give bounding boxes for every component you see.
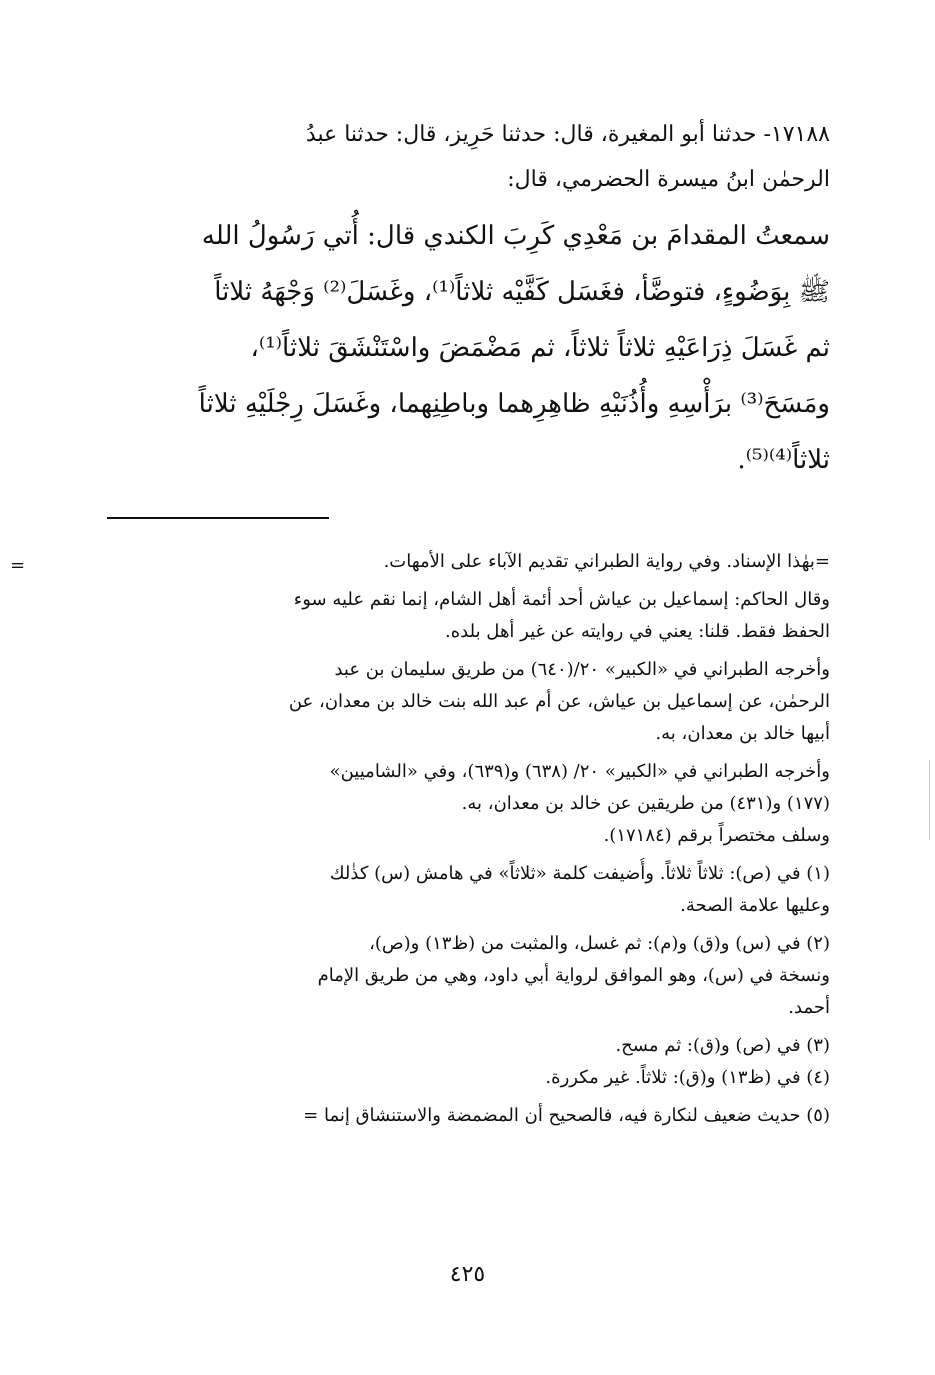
isnad-chain xyxy=(105,112,830,202)
margin-continuation-mark: = xyxy=(10,555,26,576)
footnote-line: =بهٰذا الإسناد. وفي رواية الطبراني تقديم الآباء على الأمهات. xyxy=(383,551,830,572)
footnote-line: أبيها خالد بن معدان، به. xyxy=(655,723,830,744)
footnote-line: وأخرجه الطبراني في «الكبير» ٢٠/ (٦٣٨) و(٦٣٩)، وفي «الشاميين» xyxy=(329,761,830,782)
hadith-text xyxy=(105,208,830,488)
footnote-line: (١٧٧) و(٤٣١) من طريقين عن خالد بن معدان، به. xyxy=(461,793,830,814)
footnote-line: وسلف مختصراً برقم (١٧١٨٤). xyxy=(603,825,830,846)
footnote-line: الرحمٰن، عن إسماعيل بن عياش، عن أم عبد الله بنت خالد بن معدان، عن xyxy=(288,691,830,712)
hadith-line-4: ومَسَحَ⁽³⁾ برَأْسِهِ وأُذُنَيْهِ ظاهِرِهما وباطِنِهما، وغَسَلَ رِجْلَيْهِ ثلاثاً xyxy=(198,389,830,419)
footnote-line: (٤) في (ظ١٣) و(ق): ثلاثاً. غير مكررة. xyxy=(545,1067,830,1088)
footnote-line: أحمد. xyxy=(788,997,830,1018)
footnote-line: (٣) في (ص) و(ق): ثم مسح. xyxy=(615,1035,830,1056)
footnote-line: (١) في (ص): ثلاثاً ثلاثاً. وأُضيفت كلمة «ثلاثاً» في هامش (س) كذٰلك xyxy=(329,863,830,884)
footnotes xyxy=(105,546,830,1132)
footnote-line: الحفظ فقط. قلنا: يعني في روايته عن غير أهل بلده. xyxy=(445,621,830,642)
isnad-line-1: ١٧١٨٨- حدثنا أبو المغيرة، قال: حدثنا حَرِيز، قال: حدثنا عبدُ xyxy=(305,122,830,147)
footnote-line: وأخرجه الطبراني في «الكبير» ٢٠/(٦٤٠) من طريق سليمان بن عبد xyxy=(334,659,830,680)
hadith-line-5: ثلاثاً⁽⁴⁾⁽⁵⁾. xyxy=(737,445,830,475)
hadith-line-1: سمعتُ المقدامَ بن مَعْدِي كَرِبَ الكندي قال: أُتي رَسُولُ الله xyxy=(201,221,830,251)
footnote-line: (٢) في (س) و(ق) و(م): ثم غسل، والمثبت من (ظ١٣) و(ص)، xyxy=(369,933,830,954)
footnote-line: وعليها علامة الصحة. xyxy=(680,895,830,916)
footnote-line: ونسخة في (س)، وهو الموافق لرواية أبي داود، وهي من طريق الإمام xyxy=(317,965,830,986)
footnote-separator xyxy=(107,517,329,519)
page-number: ٤٢٥ xyxy=(449,1262,486,1287)
hadith-line-2: ﷺ بِوَضُوءٍ، فتوضَّأ، فغَسَل كَفَّيْه ثلاثاً⁽¹⁾، وغَسَلَ⁽²⁾ وَجْهَهُ ثلاثاً xyxy=(214,277,830,307)
footnote-line: وقال الحاكم: إسماعيل بن عياش أحد أئمة أهل الشام، إنما نقم عليه سوء xyxy=(293,589,830,610)
isnad-line-2: الرحمٰن ابنُ ميسرة الحضرمي، قال: xyxy=(507,167,830,192)
page-edge-line xyxy=(929,760,930,840)
footnote-line: (٥) حديث ضعيف لنكارة فيه، فالصحيح أن المضمضة والاستنشاق إنما = xyxy=(303,1105,830,1126)
hadith-line-3: ثم غَسَلَ ذِرَاعَيْهِ ثلاثاً ثلاثاً، ثم مَضْمَضَ واسْتَنْشَقَ ثلاثاً⁽¹⁾، xyxy=(250,333,830,363)
